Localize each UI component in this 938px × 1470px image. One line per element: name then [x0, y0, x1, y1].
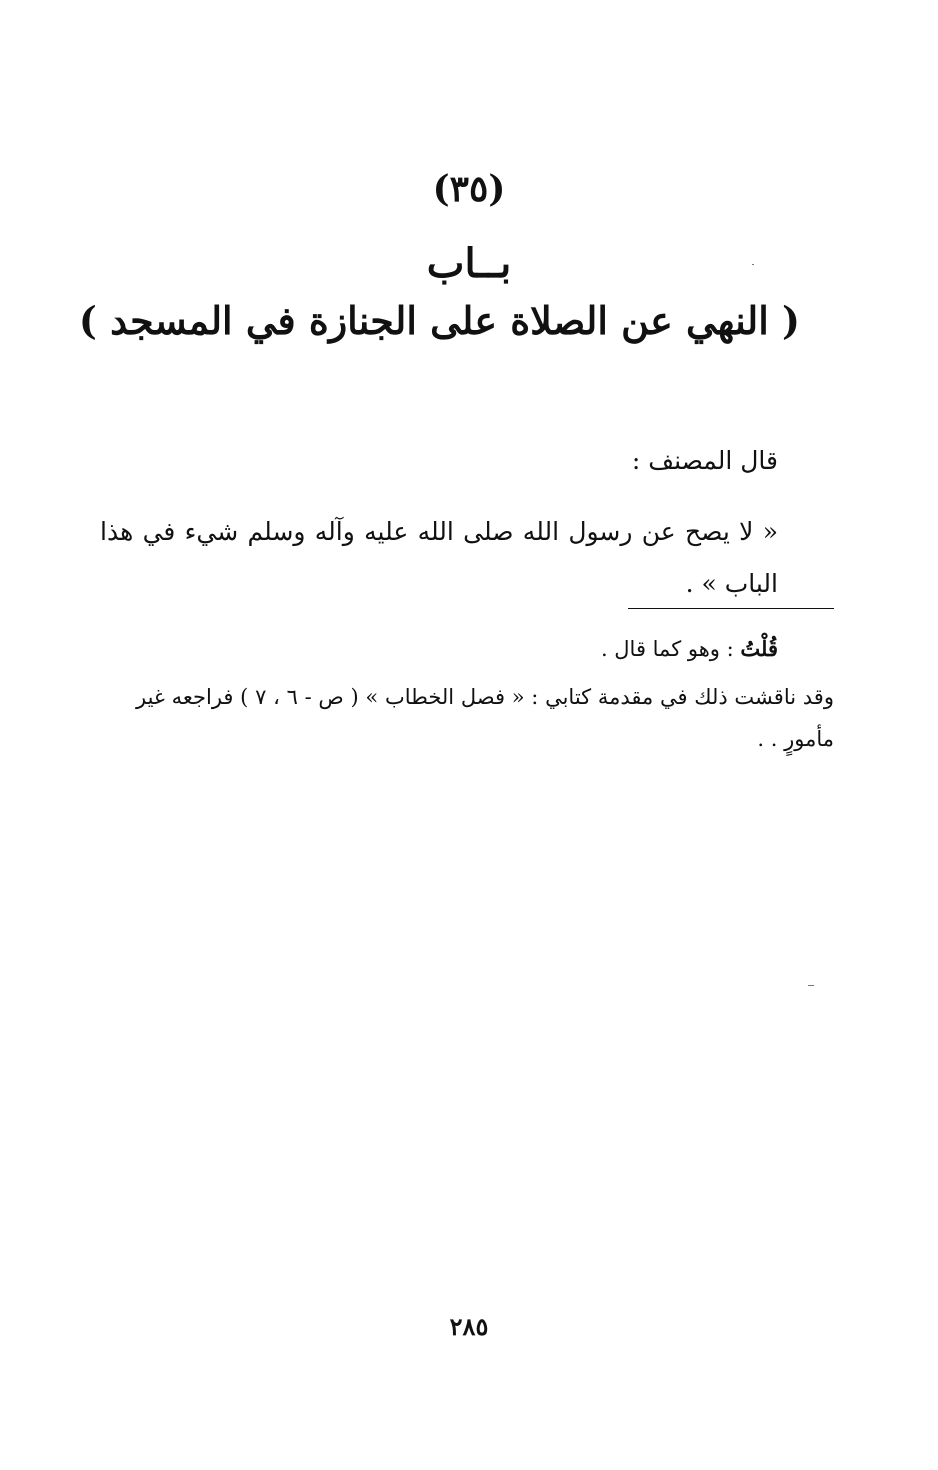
chapter-number: (٣٥)	[432, 168, 506, 210]
footnote-discussion: وقد ناقشت ذلك في مقدمة كتابي : « فصل الخطاب » ( ص - ٦ ، ٧ ) فراجعه غير مأمورٍ . .	[136, 685, 834, 751]
chapter-title: ( النهي عن الصلاة على الجنازة في المسجد )	[78, 298, 800, 343]
scan-speck	[808, 985, 814, 986]
author-quote: « لا يصح عن رسول الله صلى الله عليه وآله وسلم شيء في هذا الباب » .	[100, 517, 778, 598]
footnote-qultu-word: قُلْتُ	[740, 636, 778, 661]
author-statement-label: قال المصنف :	[631, 446, 778, 475]
footnote-comment-text: : وهو كما قال .	[600, 637, 741, 661]
footnote-divider	[628, 608, 834, 609]
scan-speck	[752, 264, 754, 265]
chapter-bab-heading: بــاب	[426, 240, 512, 287]
footnote-comment	[100, 636, 778, 661]
page-number: ٢٨٥	[449, 1312, 489, 1341]
